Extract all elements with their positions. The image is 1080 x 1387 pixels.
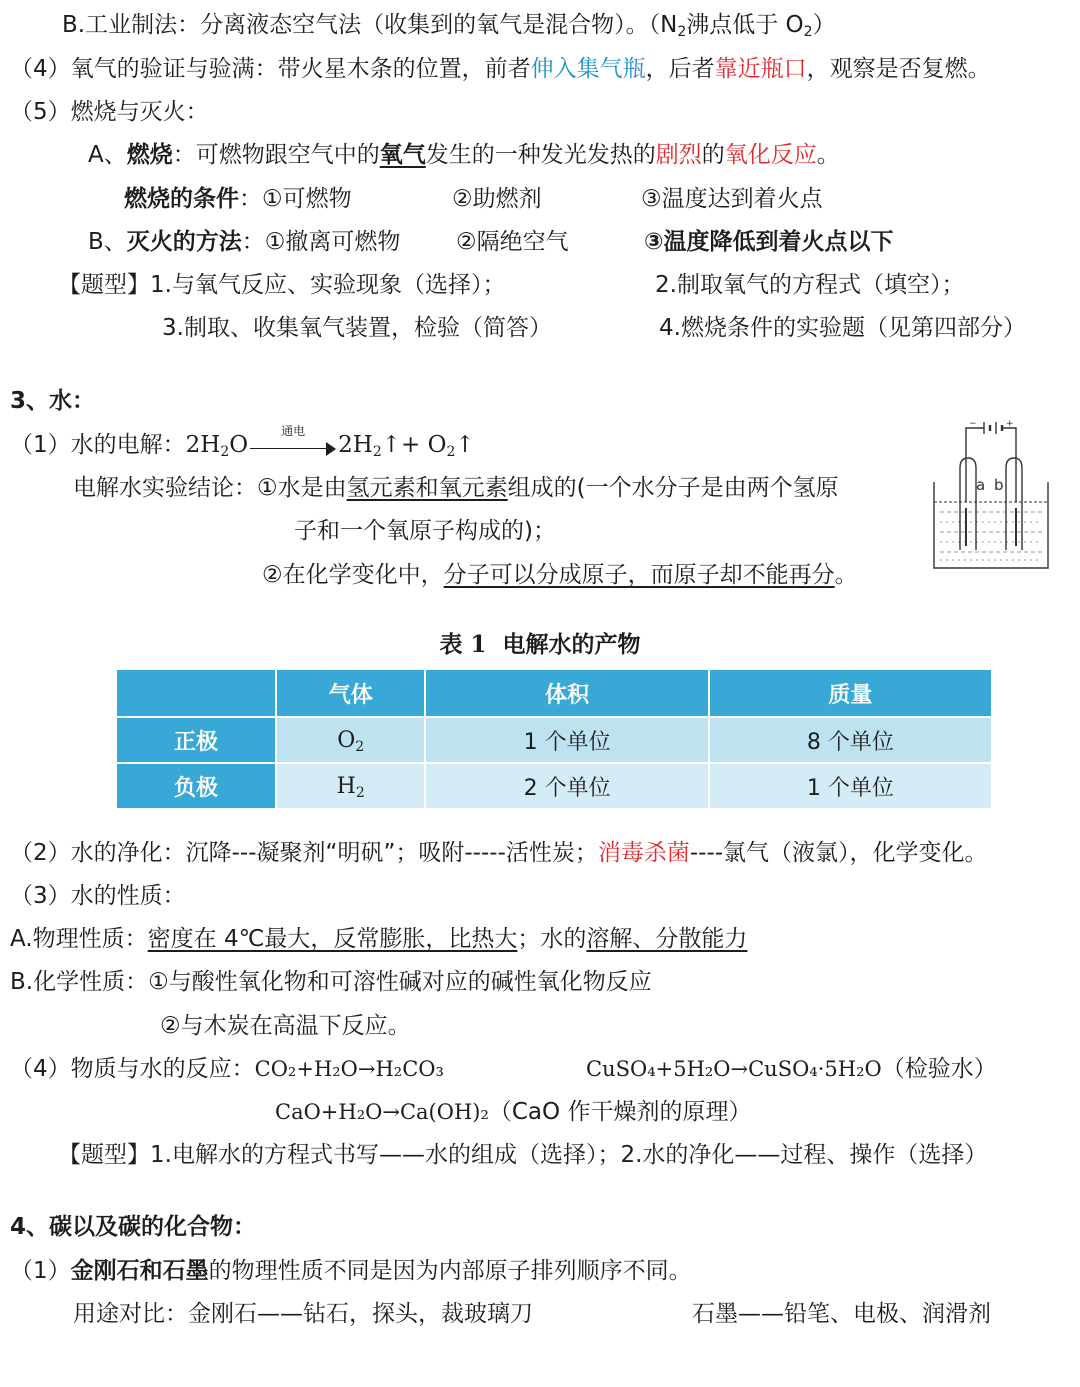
table-header: 体积: [425, 669, 708, 717]
physical-properties: A.物理性质：密度在 4℃最大，反常膨胀，比热大；水的溶解、分散能力: [10, 926, 748, 952]
oxygen-verification-line: （4）氧气的验证与验满：带火星木条的位置，前者伸入集气瓶，后者靠近瓶口，观察是否复燃。: [10, 56, 991, 82]
carbon-structure: （1）金刚石和石墨的物理性质不同是因为内部原子排列顺序不同。: [10, 1258, 692, 1284]
extinguish-method-2: ②隔绝空气: [456, 229, 569, 255]
extinguish-method-3: ③温度降低到着火点以下: [644, 229, 894, 255]
graphite-uses: 石墨——铅笔、电极、润滑剂: [692, 1301, 991, 1327]
table-cell: 8 个单位: [709, 717, 992, 763]
electrolysis-products-table: [115, 668, 993, 810]
svg-text:−: −: [969, 419, 977, 429]
oxygen-question-type-2: 2.制取氧气的方程式（填空）；: [655, 272, 965, 298]
combustion-condition-2: ②助燃剂: [452, 186, 542, 212]
table-row: [116, 717, 992, 763]
carbon-uses: 用途对比：金刚石——钻石，探头，裁玻璃刀: [73, 1301, 533, 1327]
water-properties-title: （3）水的性质：: [10, 883, 186, 909]
oxygen-question-types-1: 【题型】1.与氧气反应、实验现象（选择）；: [58, 272, 506, 298]
combustion-conditions: 燃烧的条件：①可燃物: [124, 186, 352, 212]
table-caption: 表 1 电解水的产物: [439, 631, 641, 658]
extinguish-methods: B、灭火的方法：①撤离可燃物: [88, 229, 401, 255]
reaction-arrow: 通电: [250, 436, 336, 456]
water-purification: （2）水的净化：沉降---凝聚剂“明矾”；吸附-----活性炭；消毒杀菌----氯气（液氯），化学变化。: [10, 840, 988, 866]
combustion-condition-3: ③温度达到着火点: [641, 186, 823, 212]
table-header-row: [116, 669, 992, 717]
figure-label-a: a: [976, 476, 986, 494]
carbon-heading: 4、碳以及碳的化合物：: [10, 1214, 257, 1240]
svg-text:+: +: [1006, 419, 1014, 429]
table-row-header: 正极: [116, 717, 276, 763]
water-question-types: 【题型】1.电解水的方程式书写——水的组成（选择）；2.水的净化——过程、操作（选择）: [58, 1142, 988, 1168]
electrolysis-apparatus-figure: [930, 410, 1055, 580]
table-header: 气体: [276, 669, 425, 717]
electrolysis-equation: （1）水的电解：$2H_2O$ 通电 $2H_2↑+$ $O_2↑$: [10, 423, 475, 460]
table-cell: $H_2$: [276, 763, 425, 809]
electrolysis-conclusion-1: 电解水实验结论：①水是由氢元素和氧元素组成的(一个水分子是由两个氢原: [73, 475, 839, 501]
water-reactions-1: （4）物质与水的反应：CO₂+H₂O→H₂CO₃: [10, 1056, 444, 1082]
water-reaction-2: CuSO₄+5H₂O→CuSO₄·5H₂O（检验水）: [586, 1056, 997, 1082]
oxygen-question-type-3: 3.制取、收集氧气装置，检验（简答）: [162, 315, 552, 341]
chemical-property-2: ②与木炭在高温下反应。: [160, 1013, 411, 1039]
electrolysis-conclusion-1-cont: 子和一个氧原子构成的)；: [294, 518, 556, 544]
table-row-header: 负极: [116, 763, 276, 809]
table-cell: $O_2$: [276, 717, 425, 763]
table-header: 质量: [709, 669, 992, 717]
figure-label-b: b: [994, 476, 1004, 494]
table-cell: 1 个单位: [425, 717, 708, 763]
table-row: [116, 763, 992, 809]
table-cell: 1 个单位: [709, 763, 992, 809]
electrolysis-conclusion-2: ②在化学变化中，分子可以分成原子，而原子却不能再分。: [262, 562, 858, 588]
table-cell: 2 个单位: [425, 763, 708, 809]
combustion-definition: A、燃烧：可燃物跟空气中的氧气发生的一种发光发热的剧烈的氧化反应。: [88, 142, 840, 168]
water-reaction-3: CaO+H₂O→Ca(OH)₂（CaO 作干燥剂的原理）: [275, 1099, 752, 1125]
oxygen-question-type-4: 4.燃烧条件的实验题（见第四部分）: [659, 315, 1026, 341]
industrial-method-line: B.工业制法：分离液态空气法（收集到的氧气是混合物）。（$N_2$沸点低于 $O_2$）: [62, 12, 836, 40]
burn-title: （5）燃烧与灭火：: [10, 99, 209, 125]
chemical-properties: B.化学性质：①与酸性氧化物和可溶性碱对应的碱性氧化物反应: [10, 969, 652, 995]
table-header: [116, 669, 276, 717]
water-heading: 3、水：: [10, 388, 96, 414]
